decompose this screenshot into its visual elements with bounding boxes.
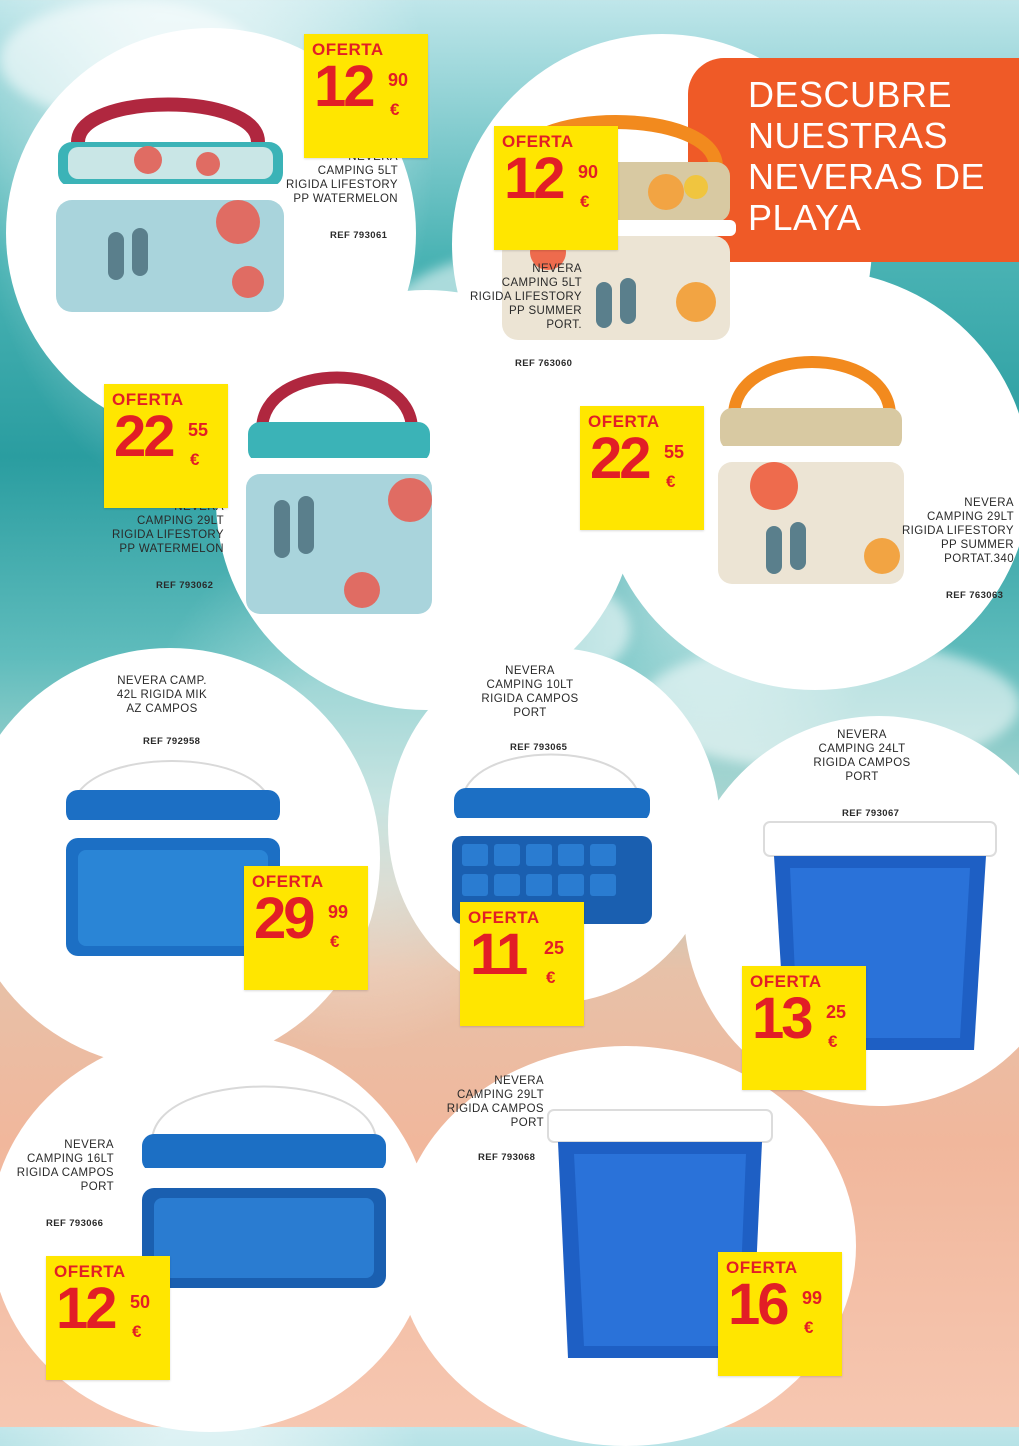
currency-symbol: €: [190, 450, 200, 469]
product-description: NEVERA CAMP. 42L RIGIDA MIK AZ CAMPOS: [116, 675, 208, 715]
currency-symbol: €: [666, 472, 676, 491]
price-badge: [46, 1256, 170, 1380]
currency-symbol: €: [546, 968, 556, 987]
cooler-watermelon-29l-image: [232, 350, 442, 622]
product-ref: REF 763063: [946, 590, 1004, 601]
price-decimal: 90: [388, 70, 409, 90]
product-description: NEVERA CAMPING 24LT RIGIDA CAMPOS PORT: [813, 729, 911, 783]
offer-label: OFERTA: [468, 908, 540, 927]
cooler-summer-29l-image: [704, 336, 914, 590]
product-description: NEVERA CAMPING 16LT RIGIDA CAMPOS PORT: [16, 1139, 114, 1193]
price-decimal: 55: [664, 442, 685, 462]
price-decimal: 90: [578, 162, 599, 182]
price-badge: [104, 384, 228, 508]
price-decimal: 50: [130, 1292, 151, 1312]
currency-symbol: €: [132, 1322, 142, 1341]
offer-label: OFERTA: [54, 1262, 126, 1281]
headline-line: PLAYA: [748, 197, 862, 238]
price-integer: 12: [56, 1276, 115, 1341]
product-ref: REF 793066: [46, 1218, 104, 1229]
price-decimal: 99: [802, 1288, 823, 1308]
price-decimal: 25: [544, 938, 565, 958]
price-integer: 22: [590, 426, 649, 491]
currency-symbol: €: [580, 192, 590, 211]
product-description: NEVERA CAMPING 29LT RIGIDA CAMPOS PORT: [446, 1075, 544, 1129]
product-ref: REF 792958: [143, 736, 201, 747]
currency-symbol: €: [804, 1318, 814, 1337]
price-badge: [718, 1252, 842, 1376]
offer-label: OFERTA: [312, 40, 384, 59]
product-description: NEVERA CAMPING 29LT RIGIDA LIFESTORY PP SUMMER PORTAT.340: [901, 497, 1014, 565]
offer-label: OFERTA: [726, 1258, 798, 1277]
offer-label: OFERTA: [112, 390, 184, 409]
headline-line: NEVERAS DE: [748, 156, 986, 197]
price-integer: 12: [314, 54, 373, 119]
product-description: CAMPING 5LT RIGIDA LIFESTORY PP WATERMELON: [285, 165, 398, 205]
product-ref: REF 793065: [510, 742, 568, 753]
headline-line: NUESTRAS: [748, 115, 949, 156]
product-ref: REF 793067: [842, 808, 900, 819]
price-badge: [494, 126, 618, 250]
product-ref: REF 793068: [478, 1152, 536, 1163]
product-description: CAMPING 29LT RIGIDA LIFESTORY PP WATERMELON: [111, 515, 224, 555]
headline-text: [748, 74, 1008, 238]
price-badge: [460, 902, 584, 1026]
product-description: NEVERA CAMPING 10LT RIGIDA CAMPOS PORT: [481, 665, 579, 719]
price-decimal: 99: [328, 902, 349, 922]
headline-line: DESCUBRE: [748, 74, 953, 115]
currency-symbol: €: [390, 100, 400, 119]
product-ref: REF 793061: [330, 230, 388, 241]
offer-label: OFERTA: [588, 412, 660, 431]
currency-symbol: €: [330, 932, 340, 951]
price-integer: 11: [470, 922, 526, 987]
price-badge: [244, 866, 368, 990]
price-integer: 29: [254, 886, 313, 951]
price-badge: [580, 406, 704, 530]
product-description: NEVERA CAMPING 5LT RIGIDA LIFESTORY PP SUMMER PORT.: [469, 263, 582, 331]
price-integer: 22: [114, 404, 173, 469]
price-badge: [304, 34, 428, 158]
price-integer: 13: [752, 986, 811, 1051]
currency-symbol: €: [828, 1032, 838, 1051]
price-decimal: 25: [826, 1002, 847, 1022]
product-ref: REF 793062: [156, 580, 214, 591]
product-ref: REF 763060: [515, 358, 573, 369]
price-decimal: 55: [188, 420, 209, 440]
offer-label: OFERTA: [502, 132, 574, 151]
price-integer: 16: [728, 1272, 787, 1337]
price-integer: 12: [504, 146, 563, 211]
price-badge: [742, 966, 866, 1090]
offer-label: OFERTA: [750, 972, 822, 991]
offer-label: OFERTA: [252, 872, 324, 891]
cooler-watermelon-5l-image: [38, 72, 298, 322]
